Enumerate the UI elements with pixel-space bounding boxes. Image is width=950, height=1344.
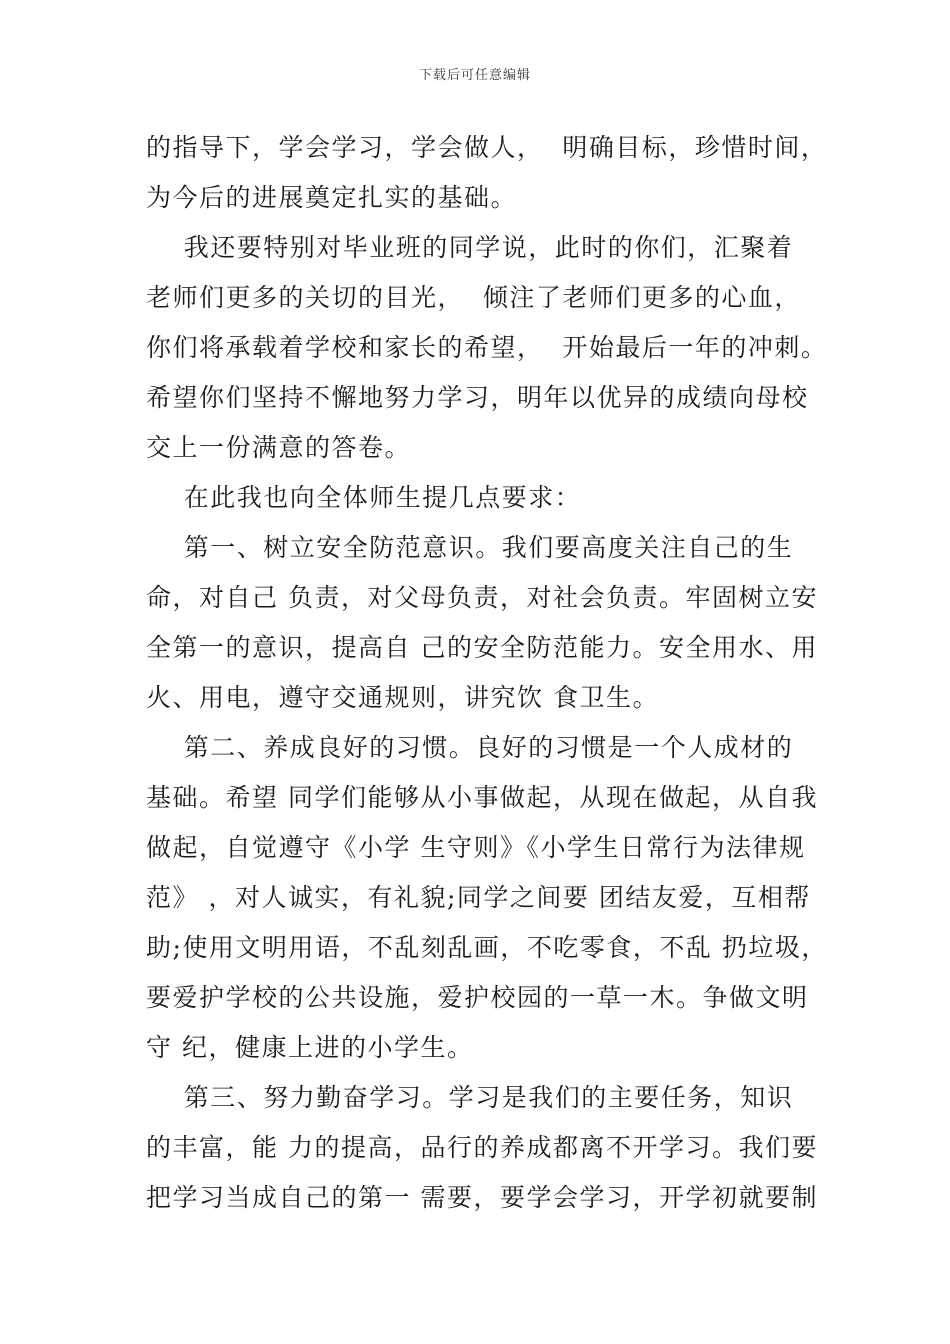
- body-text-line: 我还要特别对毕业班的同学说，此时的你们，汇聚着: [146, 233, 794, 262]
- body-text-line: 第二、养成良好的习惯。良好的习惯是一个人成材的: [146, 733, 794, 762]
- body-text-line: 第三、努力勤奋学习。学习是我们的主要任务，知识: [146, 1083, 794, 1112]
- body-text-line: 做起，自觉遵守《小学 生守则》《小学生日常行为法律规: [146, 833, 806, 862]
- body-text-line: 老师们更多的关切的目光， 倾注了老师们更多的心血，: [146, 283, 801, 312]
- body-text-line: 第一、树立安全防范意识。我们要高度关注自己的生: [146, 533, 794, 562]
- body-text-line: 为今后的进展奠定扎实的基础。: [146, 183, 518, 212]
- body-text-line: 要爱护学校的公共设施，爱护校园的一草一木。争做文明: [146, 983, 809, 1012]
- body-text-line: 全第一的意识，提高自 己的安全防范能力。安全用水、用: [146, 633, 818, 662]
- body-text-line: 希望你们坚持不懈地努力学习，明年以优异的成绩向母校: [146, 383, 809, 412]
- page-header: 下载后可任意编辑: [418, 68, 531, 83]
- body-text-line: 的指导下，学会学习，学会做人， 明确目标，珍惜时间，: [146, 133, 828, 162]
- body-text-line: 在此我也向全体师生提几点要求：: [146, 483, 582, 512]
- body-text-line: 范》 ，对人诚实，有礼貌;同学之间要 团结友爱，互相帮: [146, 883, 811, 912]
- body-text-line: 基础。希望 同学们能够从小事做起，从现在做起，从自我: [146, 783, 818, 812]
- body-text-line: 你们将承载着学校和家长的希望， 开始最后一年的冲刺。: [146, 333, 828, 362]
- body-text-line: 的丰富，能 力的提高，品行的养成都离不开学习。我们要: [146, 1133, 818, 1162]
- body-text-line: 把学习当成自己的第一 需要，要学会学习，开学初就要制: [146, 1183, 818, 1212]
- body-text-line: 火、用电，遵守交通规则，讲究饮 食卫生。: [146, 683, 659, 712]
- body-text-line: 命，对自己 负责，对父母负责，对社会负责。牢固树立安: [146, 583, 818, 612]
- body-text-line: 助;使用文明用语，不乱刻乱画，不吃零食，不乱 扔垃圾，: [146, 933, 828, 962]
- body-text-line: 交上一份满意的答卷。: [146, 433, 412, 462]
- body-text-line: 守 纪，健康上进的小学生。: [146, 1033, 474, 1062]
